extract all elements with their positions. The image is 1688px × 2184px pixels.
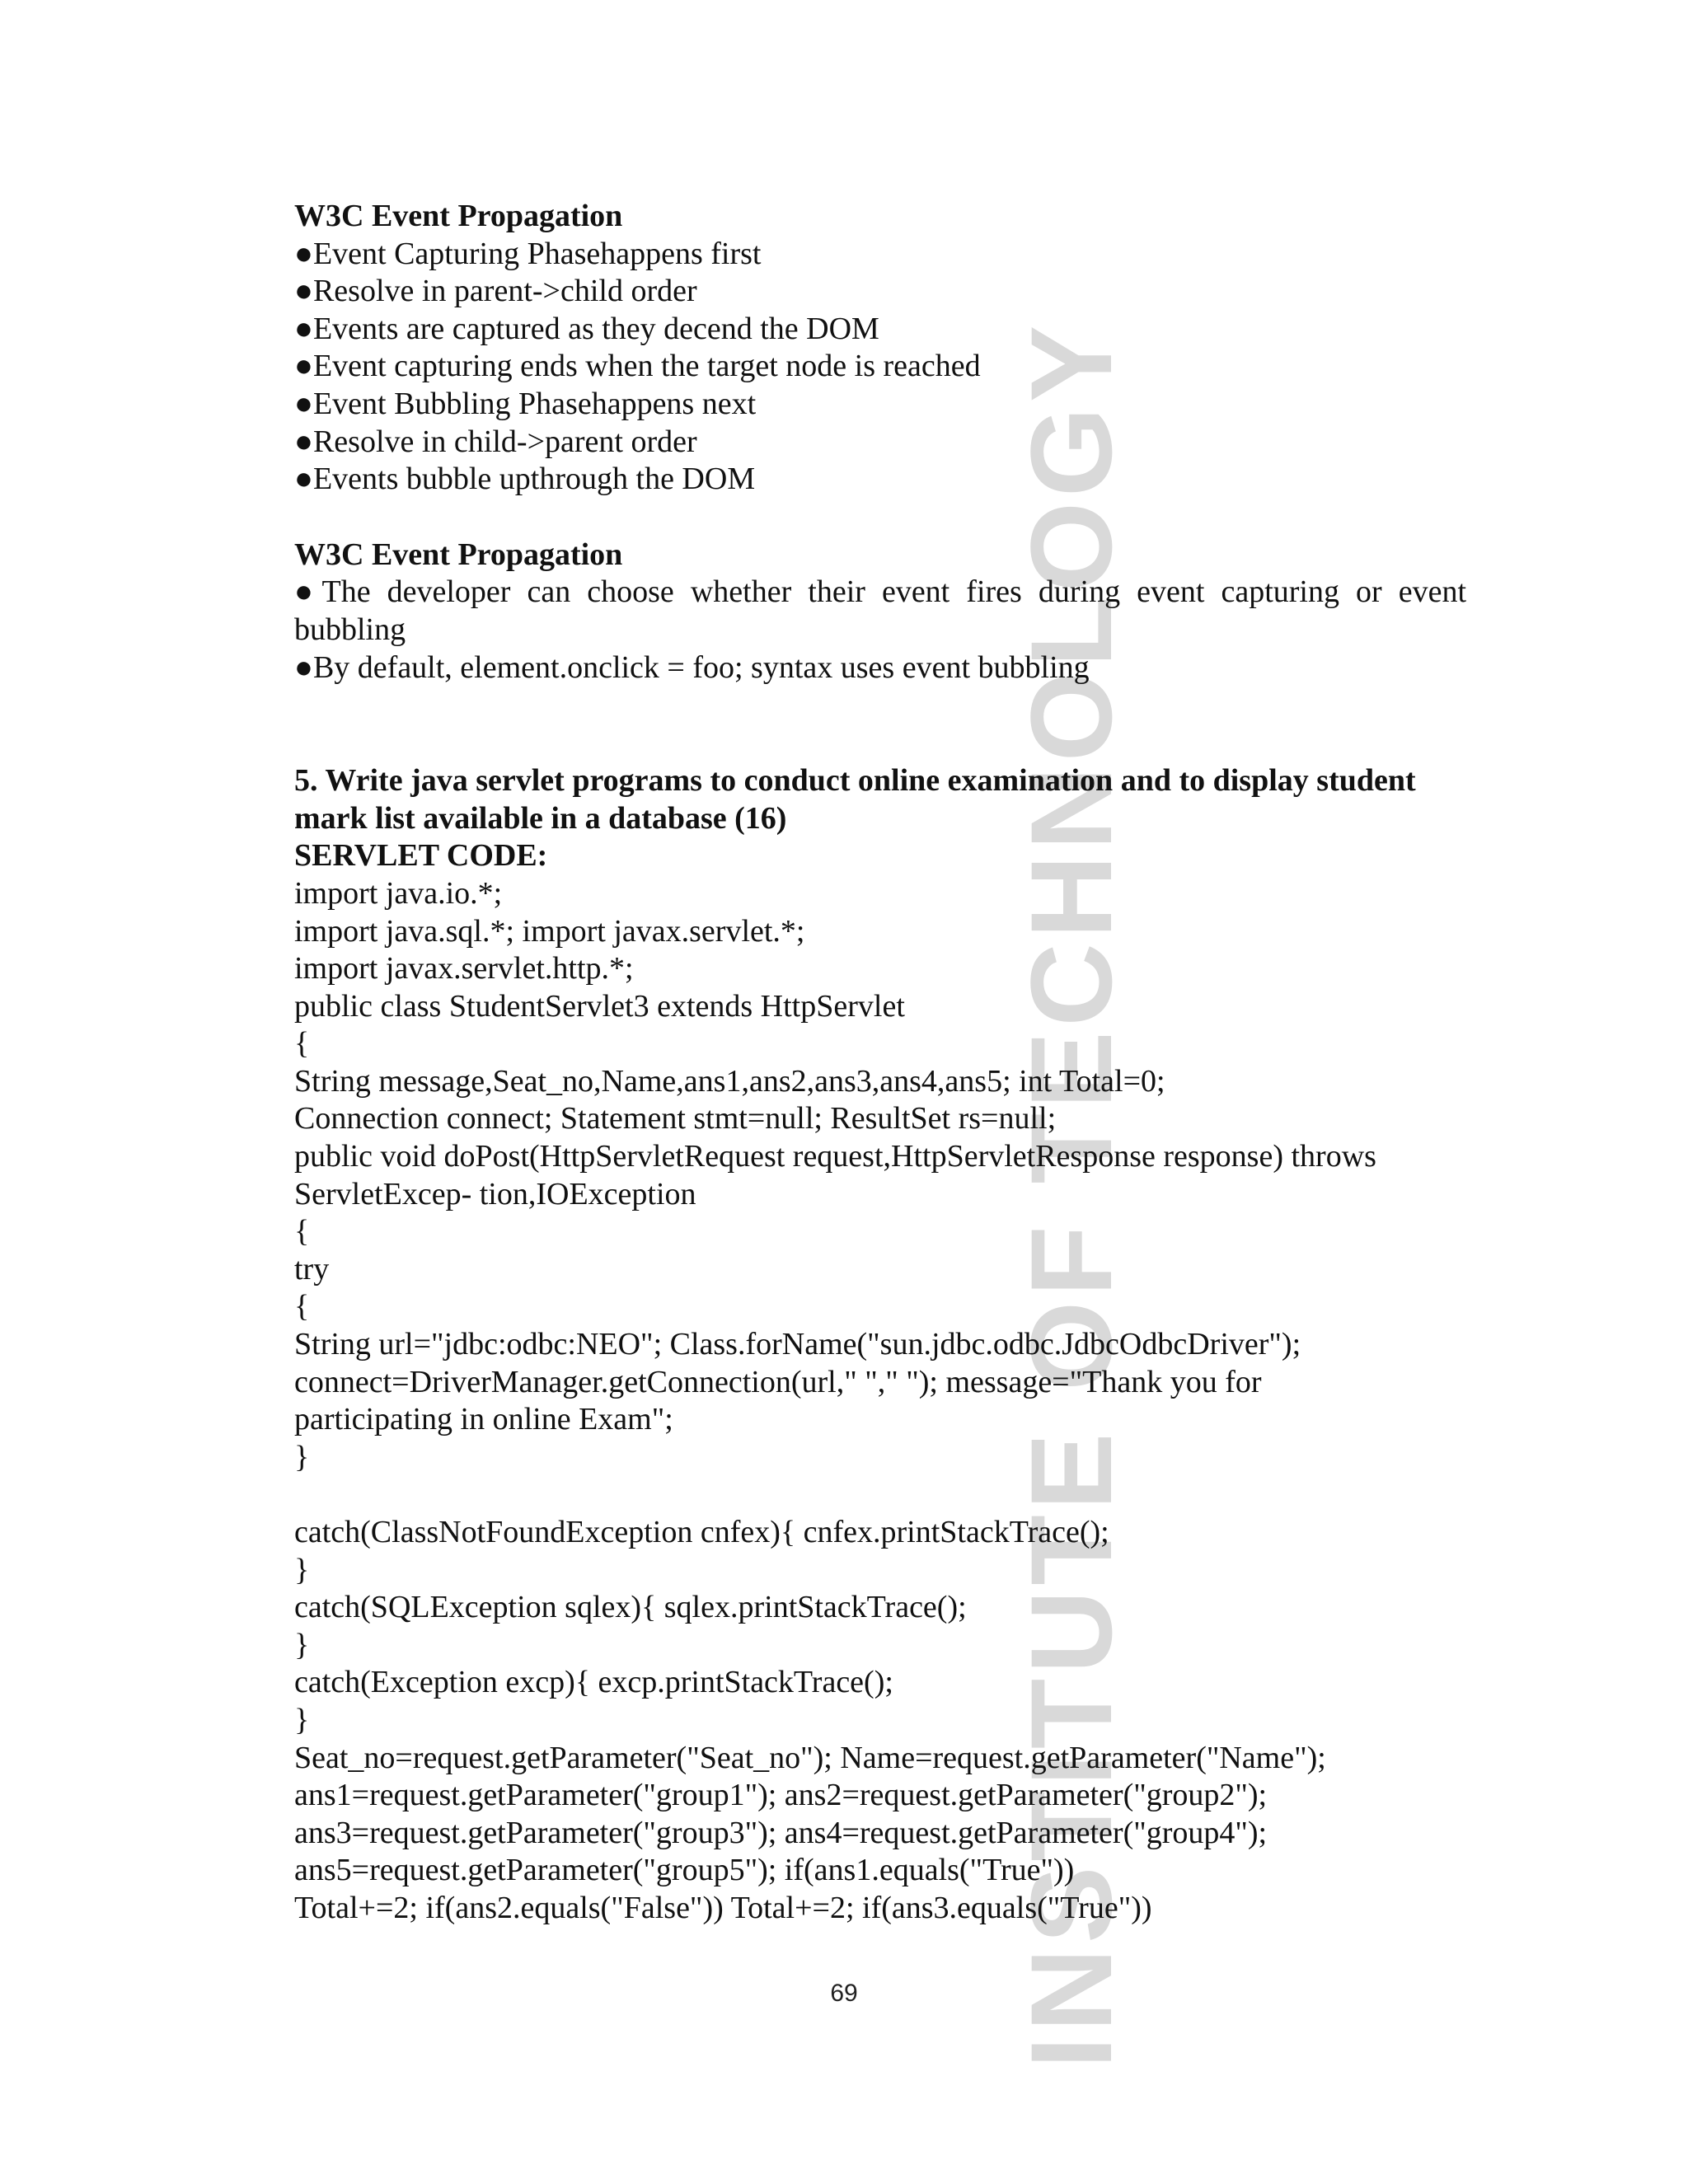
- spacer: [294, 499, 1466, 537]
- code-line: String message,Seat_no,Name,ans1,ans2,ans3,ans4,ans5; int Total=0;: [294, 1063, 1165, 1099]
- question-text: 5. Write java servlet programs to conduct online examination and to display student mark list available in a database (16): [294, 763, 1424, 836]
- page-number: 69: [830, 1980, 858, 2007]
- code-line: ans5=request.getParameter("group5"); if(ans1.equals("True")): [294, 1853, 1075, 1888]
- page-content: [294, 198, 1475, 1928]
- code-line: import javax.servlet.http.*;: [294, 951, 634, 987]
- code-line: catch(ClassNotFoundException cnfex){ cnfex.printStackTrace();: [294, 1515, 1109, 1549]
- spacer: [294, 687, 1466, 762]
- code-line-blank: [294, 1476, 1466, 1514]
- code-line: import java.io.*;: [294, 875, 503, 911]
- code-line: }: [294, 1627, 310, 1662]
- code-line: {: [294, 1026, 310, 1062]
- code-block: [294, 875, 1466, 1928]
- code-line: {: [294, 1214, 310, 1249]
- code-heading: SERVLET CODE:: [294, 838, 548, 874]
- section2-heading: W3C Event Propagation: [294, 537, 623, 572]
- section1-bullet: ●Event capturing ends when the target node is reached: [294, 349, 981, 384]
- code-line: import java.sql.*; import javax.servlet.*;: [294, 913, 805, 949]
- code-line: public void doPost(HttpServletRequest request,HttpServletResponse response) throws: [294, 1139, 1376, 1174]
- code-line: Connection connect; Statement stmt=null; ResultSet rs=null;: [294, 1101, 1057, 1137]
- section1-heading: W3C Event Propagation: [294, 199, 623, 233]
- section1-bullet: ●Events bubble upthrough the DOM: [294, 462, 756, 497]
- code-line: participating in online Exam";: [294, 1402, 673, 1437]
- code-line: ServletExcep- tion,IOException: [294, 1176, 696, 1212]
- code-line: catch(SQLException sqlex){ sqlex.printStackTrace();: [294, 1590, 967, 1625]
- code-line: {: [294, 1289, 310, 1324]
- code-line: }: [294, 1702, 310, 1737]
- code-line: ans1=request.getParameter("group1"); ans2=request.getParameter("group2");: [294, 1778, 1268, 1813]
- section1-bullet: ●Resolve in child->parent order: [294, 424, 697, 459]
- code-line: catch(Exception excp){ excp.printStackTrace();: [294, 1665, 893, 1700]
- section1-bullet: ●Event Bubbling Phasehappens next: [294, 386, 757, 421]
- section1-bullet: ●Events are captured as they decend the DOM: [294, 311, 879, 346]
- section2-bullet: ●The developer can choose whether their event fires during event capturing or event bubbling: [294, 574, 1475, 647]
- code-line: String url="jdbc:odbc:NEO"; Class.forName("sun.jdbc.odbc.JdbcOdbcDriver");: [294, 1327, 1301, 1362]
- code-line: try: [294, 1251, 330, 1286]
- section2-bullet: ●By default, element.onclick = foo; syntax uses event bubbling: [294, 649, 1090, 685]
- code-line: Seat_no=request.getParameter("Seat_no"); Name=request.getParameter("Name");: [294, 1740, 1326, 1775]
- watermark-text: INSTITUTE OF TECHNOLOGY: [1006, 320, 1136, 2069]
- code-line: ans3=request.getParameter("group3"); ans4=request.getParameter("group4");: [294, 1815, 1268, 1850]
- section1-bullet: ●Event Capturing Phasehappens first: [294, 236, 762, 271]
- code-line: }: [294, 1439, 310, 1474]
- code-line: connect=DriverManager.getConnection(url," "," "); message="Thank you for: [294, 1364, 1262, 1399]
- code-line: public class StudentServlet3 extends HttpServlet: [294, 988, 905, 1024]
- code-line: Total+=2; if(ans2.equals("False")) Total+=2; if(ans3.equals("True")): [294, 1890, 1152, 1925]
- section1-bullet: ●Resolve in parent->child order: [294, 274, 697, 309]
- code-line: }: [294, 1552, 310, 1587]
